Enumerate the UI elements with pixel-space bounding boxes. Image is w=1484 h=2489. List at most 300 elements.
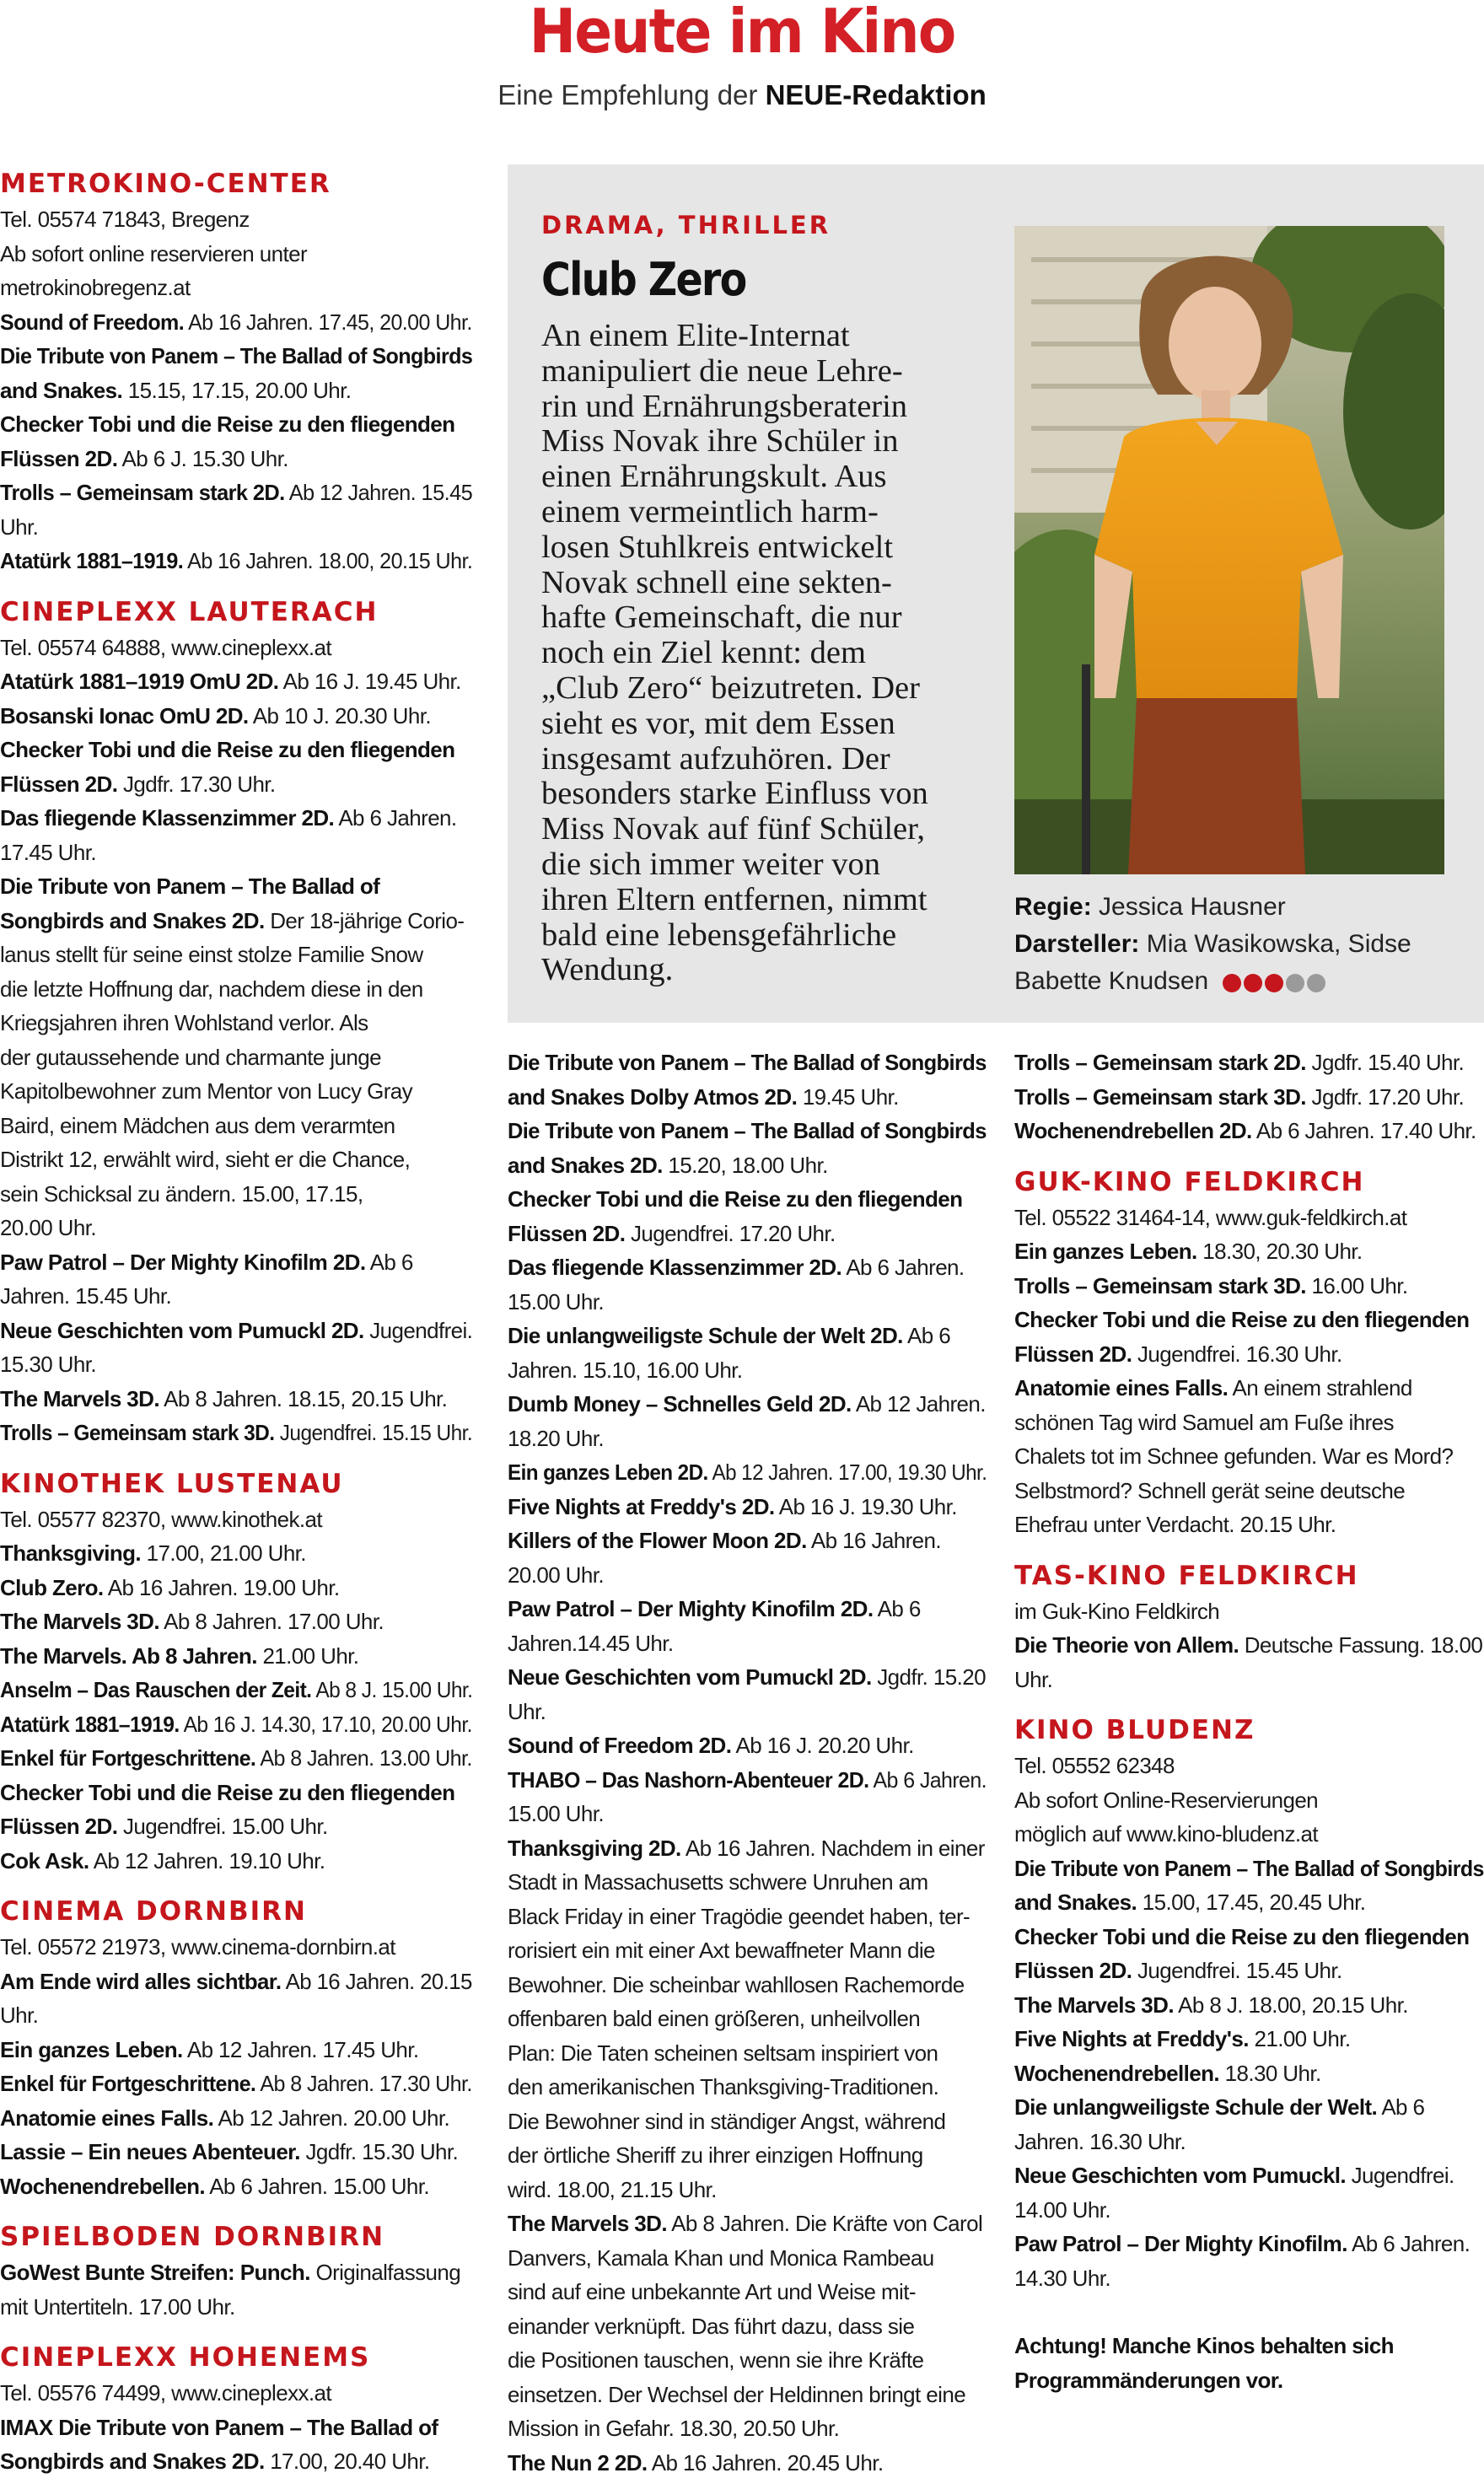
showtime-text: Ab 8 Jahren. Die Kräfte von Carol [666,2211,983,2236]
listing-line [1014,1406,1484,1440]
showtime-text: die Positionen tauschen, wenn sie ihre Kräfte [508,2347,924,2373]
showtime-text: Jugendfrei. 15.45 Uhr. [1132,1958,1342,1983]
film-title: Atatürk 1881–1919 OmU 2D. [0,669,279,694]
showtime-text: einsetzen. Der Wechsel der Heldinnen bringt eine [508,2381,966,2407]
film-title: Flüssen 2D. [1014,1958,1132,1983]
film-title: and Snakes Dolby Atmos 2D. [508,1083,798,1110]
film-title: Wochenendrebellen. [0,2173,205,2199]
film-title: Die Theorie von Allem. [1014,1632,1239,1658]
synopsis-line: manipuliert die neue Lehre- [541,352,903,389]
listing-line [0,1416,472,1450]
listing-line [0,1142,472,1177]
showtime-text: 17.45 Uhr. [0,839,96,865]
listing-line [0,1211,472,1245]
showtime-text: Ab 16 Jahren. 20.45 Uhr. [647,2449,884,2476]
showtime-text: Ab 10 J. 20.30 Uhr. [248,702,431,728]
film-title: Die Tribute von Panem – The Ballad of Songbirds [0,343,473,368]
listing-line [1014,1474,1484,1508]
spacer [1014,2295,1484,2329]
synopsis-line: sieht es vor, mit dem Essen [541,705,895,741]
rating-dot-empty [1307,974,1325,992]
showtime-text: Uhr. [508,1698,546,1724]
film-title: Five Nights at Freddy's. [1014,2026,1249,2051]
film-title: Atatürk 1881–1919. [0,1711,180,1737]
listing-line [0,1965,472,1999]
showtime-text: Jugendfrei. [363,1317,473,1343]
listing-line [508,1865,987,1900]
film-title: Anselm – Das Rauschen der Zeit. [0,1677,312,1702]
listing-line [508,1080,987,1115]
film-title: Sound of Freedom. [0,309,185,335]
showtime-text: 21.00 Uhr. [1248,2026,1351,2051]
film-title: Flüssen 2D. [508,1220,626,1246]
synopsis-line: Novak schnell eine sekten- [541,564,892,600]
listing-line [508,1490,987,1524]
showtime-text: Ab sofort online reservieren unter [0,240,308,266]
listing-line [0,836,472,870]
listing-line [0,2255,472,2290]
listing-line [0,1707,472,1742]
film-title: Flüssen 2D. [0,1814,118,1839]
listing-line [508,2378,987,2412]
showtime-text: 16.00 Uhr. [1305,1272,1408,1298]
film-title: Checker Tobi und die Reise zu den fliegenden [0,737,455,762]
film-title: Trolls – Gemeinsam stark 2D. [0,480,285,505]
film-title: Songbirds and Snakes 2D. [0,2449,265,2474]
film-title: Die Tribute von Panem – The Ballad of [0,874,380,899]
rating-dot-filled [1223,974,1241,992]
rating-dots [1220,964,1325,1001]
showtime-text: Ab 8 J. 15.00 Uhr. [311,1677,473,1702]
listing-line [1014,2158,1484,2193]
showtime-text: Ab 6 Jahren. 17.40 Uhr. [1251,1118,1476,1143]
listing-line [0,407,472,442]
listing-line [0,1930,472,1965]
showtime-text: 15.30 Uhr. [0,1352,96,1377]
feature-synopsis [541,319,1014,988]
listing-line [508,1626,987,1661]
synopsis-line: rin und Ernährungsberaterin [541,388,908,424]
film-title: Killers of the Flower Moon 2D. [508,1528,807,1553]
listing-line [0,2033,472,2067]
film-title: Cok Ask. [0,1847,89,1873]
showtime-text: 15.00 Uhr. [508,1288,604,1314]
showtime-text: Uhr. [0,513,39,540]
showtime-text: mit Untertiteln. 17.00 Uhr. [0,2293,235,2320]
showtime-text: Tel. 05574 71843, Bregenz [0,207,250,232]
showtime-text: Jahren. 15.45 Uhr. [0,1283,172,1309]
listing-line [0,374,472,408]
listing-line [0,1809,472,1844]
showtime-text: Uhr. [1014,1666,1053,1692]
showtime-text: wird. 18.00, 21.15 Uhr. [508,2176,717,2202]
showtime-text: Ab 16 Jahren. [806,1528,941,1553]
listing-line [1014,1594,1484,1629]
showtime-text: 14.30 Uhr. [1014,2265,1110,2291]
showtime-text: sein Schicksal zu ändern. 15.00, 17.15, [0,1180,363,1207]
film-title: The Marvels 3D. [508,2211,667,2236]
film-title: and Snakes 2D. [508,1152,663,1178]
showtime-text: Ab 12 Jahren. 20.00 Uhr. [213,2105,450,2131]
showtime-text: Ab 8 Jahren. 13.00 Uhr. [255,1745,472,1771]
showtime-text: Ab 8 J. 18.00, 20.15 Uhr. [1173,1992,1408,2018]
showtime-text: Ab 16 J. 19.30 Uhr. [774,1493,957,1519]
showtime-text: 20.00 Uhr. [508,1562,604,1588]
showtime-text: Tel. 05574 64888, www.cineplexx.at [0,634,331,660]
listing-line [508,1728,987,1763]
listing-line [0,271,472,305]
listing-line [508,2070,987,2105]
listing-line [1014,2363,1484,2398]
cinema-name: METROKINO-CENTER [0,169,331,199]
listing-line [1014,1201,1484,1235]
film-title: Neue Geschichten vom Pumuckl 2D. [0,1317,364,1343]
listing-line [0,2376,472,2411]
showtime-text: Kapitolbewohner zum Mentor von Lucy Gray [0,1078,413,1104]
listing-line [0,2067,472,2101]
showtime-text: Ab 6 Jahren. [334,805,457,831]
showtime-text: Mission in Gefahr. 18.30, 20.50 Uhr. [508,2416,840,2441]
film-title: Checker Tobi und die Reise zu den fliegenden [0,1779,455,1805]
director-label: Regie: [1014,893,1092,921]
film-title: Trolls – Gemeinsam stark 3D. [1014,1272,1306,1298]
film-title: Thanksgiving 2D. [508,1835,681,1861]
showtime-text: metrokinobregenz.at [0,275,191,300]
listing-line [0,2101,472,2136]
listing-line [508,1455,987,1490]
synopsis-line: einen Ernährungskult. Aus [541,459,887,495]
listing-line [0,801,472,836]
film-title: Trolls – Gemeinsam stark 3D. [1014,1083,1306,1110]
listing-line [508,1422,987,1456]
feature-photo [1014,226,1444,874]
listing-line [508,1319,987,1353]
showtime-text: Jugendfrei. 17.20 Uhr. [625,1220,836,1246]
showtime-text: Ab 8 Jahren. 18.15, 20.15 Uhr. [159,1385,448,1411]
listing-line [0,972,472,1007]
cinema-name: CINEPLEXX HOHENEMS [0,2342,371,2373]
showtime-text: im Guk-Kino Feldkirch [1014,1598,1220,1624]
showtime-text: Ab 16 Jahren. 20.15 [281,1968,472,1994]
listing-line [0,2290,472,2325]
listing-line [0,1536,472,1571]
rating-dot-filled [1244,974,1262,992]
showtime-text: Ab 16 J. 19.45 Uhr. [278,669,461,694]
film-title: Ein ganzes Leben. [1014,1239,1197,1264]
listing-line [0,869,472,904]
showtime-text: Ab 12 Jahren. 17.45 Uhr. [182,2036,419,2062]
film-title: Lassie – Ein neues Abenteuer. [0,2139,300,2164]
synopsis-line: die sich immer weiter von [541,846,880,882]
feature-genre: DRAMA, THRILLER [541,211,831,239]
synopsis-line: noch ein Ziel kennt: dem [541,635,866,671]
showtime-text: Jugendfrei. [1345,2163,1454,2188]
showtime-text: 15.15, 17.15, 20.00 Uhr. [122,377,352,403]
film-title: Die Tribute von Panem – The Ballad of Songbirds [508,1050,987,1075]
showtime-text: Ab 6 [1377,2094,1425,2120]
cast-names: Mia Wasikowska, Sidse [1146,930,1411,958]
listing-line [0,767,472,802]
cinema-name: KINOTHEK LUSTENAU [0,1468,344,1499]
showtime-text: Jgdfr. 15.40 Uhr. [1305,1050,1465,1075]
synopsis-line: ihren Eltern entfernen, nimmt [541,881,928,917]
listing-line [508,1353,987,1388]
film-title: Ein ganzes Leben. [0,2036,183,2062]
showtime-text: Jugendfrei. 15.00 Uhr. [117,1814,328,1839]
cinema-name: CINEMA DORNBIRN [0,1896,307,1927]
showtime-text: Selbstmord? Schnell gerät seine deutsche [1014,1477,1406,1503]
listing-line [0,1177,472,1212]
listing-line [508,1114,987,1148]
showtime-text: Jahren. 16.30 Uhr. [1014,2128,1186,2154]
film-title: Programmänderungen vor. [1014,2367,1283,2393]
listing-line [1014,1371,1484,1406]
showtime-text: Ab 16 Jahren. 17.45, 20.00 Uhr. [184,309,472,335]
showtime-text: den amerikanischen Thanksgiving-Traditionen. [508,2074,939,2099]
listing-line [508,1660,987,1695]
film-title: Songbirds and Snakes 2D. [0,907,265,933]
listing-line [508,1968,987,2002]
rating-dot-filled [1265,974,1283,992]
showtime-text: Ab 12 Jahren. 19.10 Uhr. [89,1847,325,1873]
film-title: THABO – Das Nashorn-Abenteuer 2D. [508,1766,869,1793]
film-title: Trolls – Gemeinsam stark 2D. [1014,1050,1306,1075]
listing-line [508,1592,987,1626]
listing-line [0,631,472,665]
cast-label: Darsteller: [1014,930,1140,958]
director-name: Jessica Hausner [1099,893,1286,921]
listing-line [1014,1439,1484,1474]
showtime-text: Kriegsjahren ihren Wohlstand verlor. Als [0,1010,368,1035]
synopsis-line: bald eine lebensgefährliche [541,917,897,953]
film-title: IMAX Die Tribute von Panem – The Ballad of [0,2414,438,2440]
showtime-text: Ab 6 Jahren. [1347,2231,1471,2256]
film-title: Das fliegende Klassenzimmer 2D. [508,1255,842,1280]
listing-line [508,1831,987,1866]
listing-line [1014,1988,1484,2023]
listing-line [508,1900,987,1934]
listing-line [508,2173,987,2207]
showtime-text: Ab 8 Jahren. 17.30 Uhr. [255,2071,472,2096]
film-title: Thanksgiving. [0,1540,142,1566]
listing-line [0,1605,472,1639]
feature-title: Club Zero [541,253,746,306]
listing-line [1014,2090,1484,2125]
listing-line [508,1933,987,1968]
showtime-text: Jgdfr. 15.20 [871,1664,986,1690]
listing-line [0,1245,472,1280]
synopsis-line: Miss Novak ihre Schüler in [541,423,899,460]
showtime-text: 19.45 Uhr. [797,1083,899,1110]
listing-line [1014,1508,1484,1542]
cinema-name: SPIELBODEN DORNBIRN [0,2222,385,2252]
showtime-text: Black Friday in einer Tragödie geendet haben, ter- [508,1903,971,1929]
film-title: Dumb Money – Schnelles Geld 2D. [508,1391,852,1417]
showtime-text: Die Bewohner sind in ständiger Angst, während [508,2108,946,2134]
showtime-text: einander verknüpft. Das führt dazu, dass sie [508,2313,915,2339]
listing-line [0,476,472,510]
film-title: Die unlangweiligste Schule der Welt. [1014,2094,1378,2120]
film-title: GoWest Bunte Streifen: Punch. [0,2260,310,2285]
showtime-text: Tel. 05522 31464-14, www.guk-feldkirch.at [1014,1204,1407,1230]
showtime-text: Jugendfrei. 15.15 Uhr. [274,1420,473,1445]
film-title: Bosanski Ionac OmU 2D. [0,702,249,728]
showtime-text: Tel. 05572 21973, www.cinema-dornbirn.at [0,1934,395,1959]
showtime-text: Ehefrau unter Verdacht. 20.15 Uhr. [1014,1512,1336,1537]
film-title: Anatomie eines Falls. [0,2105,214,2131]
listing-column-1 [0,165,472,2479]
film-title: The Marvels. Ab 8 Jahren. [0,1642,257,1669]
listing-line [1014,1817,1484,1852]
listing-column-3 [1014,1046,1484,2397]
listing-line [508,2411,987,2446]
showtime-text: Ab 6 Jahren. 15.00 Uhr. [205,2173,430,2199]
page-subtitle [0,79,1484,111]
showtime-text: Jahren.14.45 Uhr. [508,1630,674,1656]
showtime-text: Uhr. [0,2002,39,2028]
showtime-text: Ab 12 Jahren. 15.45 [284,480,473,505]
cast-line-2 [1014,963,1453,1001]
synopsis-line: Wendung. [541,952,674,988]
showtime-text: Ab sofort Online-Reservierungen [1014,1787,1319,1813]
listing-line [0,2135,472,2169]
showtime-text: Ab 16 Jahren. 19.00 Uhr. [103,1574,340,1600]
listing-line [508,1524,987,1558]
listing-line [508,2343,987,2378]
director-line [1014,889,1453,926]
listing-line [508,2138,987,2173]
film-title: Achtung! Manche Kinos behalten sich [1014,2333,1394,2358]
listing-line [0,1382,472,1417]
listing-line [508,2105,987,2139]
film-title: and Snakes. [1014,1890,1137,1915]
cinema-name: GUK-KINO FELDKIRCH [1014,1166,1365,1197]
synopsis-line: Miss Novak auf fünf Schüler, [541,811,926,847]
film-title: Paw Patrol – Der Mighty Kinofilm 2D. [508,1596,874,1621]
listing-line [1014,1885,1484,1920]
showtime-text: Ab 6 [902,1323,951,1348]
listing-line [0,1571,472,1605]
showtime-text: Ab 8 Jahren. 17.00 Uhr. [159,1609,384,1634]
listing-line [0,202,472,237]
showtime-text: Jgdfr. 17.20 Uhr. [1305,1083,1465,1110]
showtime-text: Der 18-jährige Corio- [264,907,465,933]
film-title: Am Ende wird alles sichtbar. [0,1968,282,1994]
listing-line [0,305,472,340]
showtime-text: Ab 16 Jahren. 18.00, 20.15 Uhr. [183,548,473,573]
subtitle-bold: NEUE-Redaktion [765,79,987,110]
listing-line [508,1763,987,1798]
film-title: Die Tribute von Panem – The Ballad of Songbirds [508,1118,987,1143]
synopsis-line: losen Stuhlkreis entwickelt [541,529,894,565]
film-title: Paw Patrol – Der Mighty Kinofilm 2D. [0,1249,366,1275]
film-title: Five Nights at Freddy's 2D. [508,1493,775,1519]
showtime-text: der örtliche Sheriff zu ihrer einzigen Hoffnung [508,2142,923,2168]
showtime-text: Jahren. 15.10, 16.00 Uhr. [508,1357,743,1383]
listing-line [508,2241,987,2276]
listing-line [0,1998,472,2033]
film-title: Checker Tobi und die Reise zu den fliegenden [508,1186,963,1212]
film-title: Ein ganzes Leben 2D. [508,1460,708,1485]
film-title: The Nun 2 2D. [508,2449,648,2476]
showtime-text: rorisiert ein mit einer Axt bewaffneter Mann die [508,1938,935,1963]
cinema-name: TAS-KINO FELDKIRCH [1014,1560,1359,1591]
showtime-text: Jgdfr. 15.30 Uhr. [299,2139,459,2164]
listing-line [0,1503,472,1537]
showtime-text: 15.00, 17.45, 20.45 Uhr. [1137,1890,1366,1915]
showtime-text: 17.00, 21.00 Uhr. [141,1540,306,1566]
film-title: Flüssen 2D. [0,445,118,471]
listing-line [508,1285,987,1320]
showtime-text: Tel. 05577 82370, www.kinothek.at [0,1506,323,1532]
listing-line [508,1046,987,1080]
listing-line [0,1844,472,1879]
showtime-text: Tel. 05552 62348 [1014,1753,1175,1778]
listing-line [1014,2329,1484,2363]
showtime-text: der gutaussehende und charmante junge [0,1044,381,1070]
listing-line [0,510,472,545]
film-title: Paw Patrol – Der Mighty Kinofilm. [1014,2231,1347,2256]
showtime-text: sind auf eine unbekannte Art und Weise mit- [508,2279,916,2304]
listing-line [0,1279,472,1314]
feature-credits [1014,889,1453,1001]
film-title: Trolls – Gemeinsam stark 3D. [0,1420,275,1445]
listing-line [1014,1080,1484,1115]
showtime-text: 21.00 Uhr. [256,1642,359,1669]
listing-line [0,442,472,476]
listing-line [0,1741,472,1776]
showtime-text: möglich auf www.kino-bludenz.at [1014,1821,1319,1847]
listing-line [1014,1663,1484,1697]
showtime-text: 14.00 Uhr. [1014,2196,1110,2223]
film-title: Checker Tobi und die Reise zu den fliegenden [0,411,455,437]
listing-line [0,1074,472,1109]
listing-line [0,339,472,374]
film-title: and Snakes. [0,377,123,403]
listing-line [508,1217,987,1251]
showtime-text: 18.30, 20.30 Uhr. [1196,1239,1363,1264]
listing-line [0,2169,472,2204]
showtime-text: die letzte Hoffnung dar, nachdem diese in den [0,976,423,1002]
listing-line [508,1182,987,1217]
showtime-text: offenbaren bald einen größeren, unheilvollen [508,2006,921,2031]
listing-line [1014,2261,1484,2296]
film-title: Anatomie eines Falls. [1014,1375,1229,1400]
showtime-text: Stadt in Massachusetts schwere Unruhen am [508,1869,928,1895]
listing-line [0,1109,472,1143]
listing-line [1014,1920,1484,1954]
showtime-text: Ab 6 [873,1596,921,1621]
cinema-name: KINO BLUDENZ [1014,1715,1255,1745]
showtime-text: 18.30 Uhr. [1219,2060,1321,2086]
showtime-text: Baird, einem Mädchen aus dem verarmten [0,1112,395,1138]
listing-line [508,1387,987,1422]
listing-line [508,2207,987,2241]
listing-line [508,1695,987,1729]
synopsis-line: An einem Elite-Internat [541,318,850,353]
film-title: The Marvels 3D. [0,1609,159,1634]
listing-line [1014,1628,1484,1663]
listing-line [1014,1337,1484,1372]
film-title: Die Tribute von Panem – The Ballad of Songbirds [1014,1855,1484,1881]
listing-line [1014,1954,1484,1988]
listing-line [0,1776,472,1810]
listing-line [508,1558,987,1593]
listing-line [508,2446,987,2481]
listing-line [0,699,472,734]
showtime-text: Chalets tot im Schnee gefunden. War es Mord? [1014,1443,1454,1469]
listing-line [508,1250,987,1285]
